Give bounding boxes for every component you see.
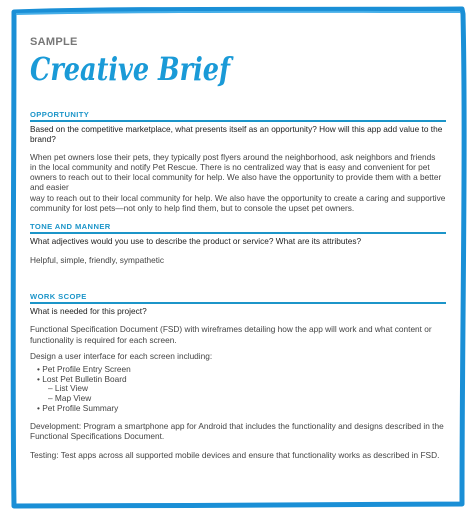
list-item: – List View [48, 383, 88, 394]
section-question: What adjectives would you use to describe the product or service? What are its attributes? [30, 236, 362, 246]
header [30, 36, 448, 48]
section-question: What is needed for this project? [30, 306, 147, 316]
paragraph-line: Functional Specification Document (FSD) with wireframes detailing how the app will work and what content or [30, 324, 432, 335]
section-heading: OPPORTUNITY [30, 110, 446, 122]
paragraph-line: When pet owners lose their pets, they typically post flyers around the neighborhood, ask neighbors and friends [30, 151, 436, 162]
paragraph-line: community for lost pets—not only to help find them, but to console the upset pet owners. [30, 203, 355, 214]
question-line: Based on the competitive marketplace, what presents itself as an opportunity? How will this app add value to the [30, 124, 443, 134]
screen-list [30, 365, 446, 413]
testing-paragraph: Testing: Test apps across all supported mobile devices and ensure that functionality works as described in FSD. [30, 449, 440, 460]
paragraph-line: Development: Program a smartphone app for Android that includes the functionality and designs described in the [30, 421, 444, 432]
paragraph-line: in the local community and notify Pet Rescue. There is no centralized way that is easy and convenient for pet [30, 161, 430, 172]
development-paragraph [30, 421, 446, 442]
section-heading: TONE AND MANNER [30, 222, 446, 234]
paragraph-line: way to reach out to their local community for help. We also have the opportunity to create a caring and supportive [30, 192, 446, 203]
paragraph-line: Functional Specifications Document. [30, 431, 165, 442]
question-line: brand? [30, 134, 56, 145]
section-question [30, 124, 446, 145]
section-heading: WORK SCOPE [30, 292, 446, 304]
section-opportunity [30, 110, 446, 213]
paragraph-line: functionality is required for each screen. [30, 334, 177, 345]
page-title [28, 48, 238, 90]
paragraph-line: owners to reach out to their local community for help. We also have the opportunity to provide them with a better and easier [30, 172, 442, 193]
list-item: • Pet Profile Summary [37, 402, 119, 413]
section-paragraph [30, 152, 446, 214]
list-item: • Pet Profile Entry Screen [37, 364, 131, 375]
section-scope [30, 292, 446, 460]
page-title-text: Creative Brief [30, 50, 235, 88]
section-answer: Helpful, simple, friendly, sympathetic [30, 255, 165, 266]
sample-label: SAMPLE [30, 36, 78, 48]
list-item: – Map View [48, 392, 92, 403]
section-tone [30, 222, 446, 266]
fsd-paragraph [30, 324, 446, 345]
list-item: • Lost Pet Bulletin Board [37, 373, 127, 384]
design-intro: Design a user interface for each screen including: [30, 350, 213, 361]
